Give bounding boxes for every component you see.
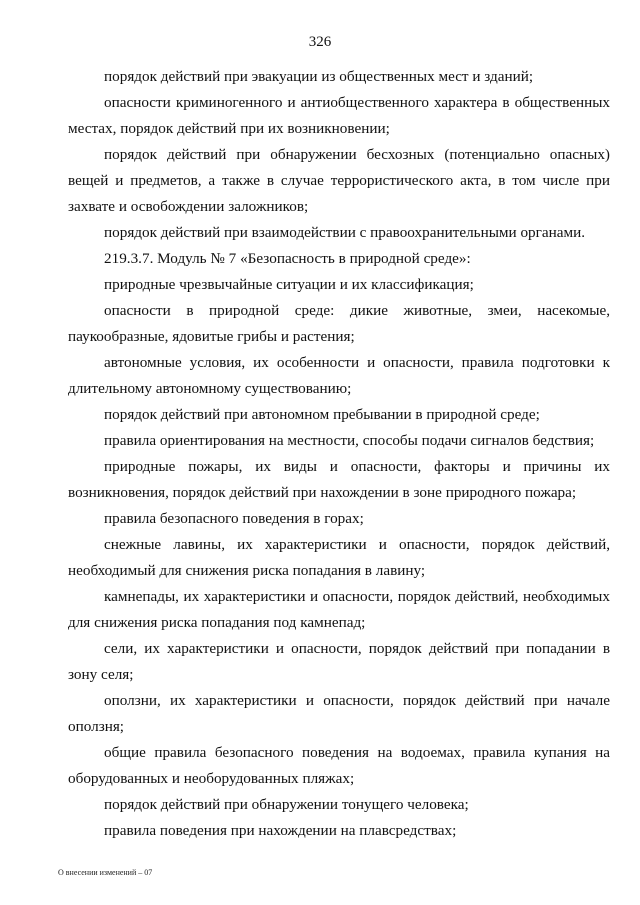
paragraph: автономные условия, их особенности и опасности, правила подготовки к длительному автономному существованию; — [68, 354, 610, 397]
body-text — [68, 64, 610, 844]
paragraph: природные пожары, их виды и опасности, факторы и причины их возникновения, порядок действий при нахождении в зоне природного пожара; — [68, 458, 610, 501]
paragraph: сели, их характеристики и опасности, порядок действий при попадании в зону селя; — [68, 640, 610, 683]
paragraph: правила ориентирования на местности, способы подачи сигналов бедствия; — [104, 432, 595, 449]
paragraph: порядок действий при взаимодействии с правоохранительными органами. — [104, 224, 586, 241]
page-number: 326 — [308, 34, 332, 50]
footer-note: О внесении изменений – 07 — [58, 868, 153, 877]
paragraph: опасности криминогенного и антиобщественного характера в общественных местах, порядок действий при их возникновении; — [68, 94, 610, 137]
paragraph: порядок действий при обнаружении бесхозных (потенциально опасных) вещей и предметов, а также в случае террористического акта, в том числе при захвате и освобождении заложников; — [68, 146, 610, 215]
paragraph: порядок действий при эвакуации из общественных мест и зданий; — [104, 68, 534, 85]
paragraph: оползни, их характеристики и опасности, порядок действий при начале оползня; — [68, 692, 610, 735]
paragraph: порядок действий при обнаружении тонущего человека; — [104, 796, 469, 813]
paragraph: правила безопасного поведения в горах; — [104, 510, 364, 527]
paragraph: снежные лавины, их характеристики и опасности, порядок действий, необходимый для снижения риска попадания в лавину; — [68, 536, 610, 579]
paragraph: правила поведения при нахождении на плавсредствах; — [104, 822, 457, 839]
paragraph: природные чрезвычайные ситуации и их классификация; — [104, 276, 474, 293]
section-heading: 219.3.7. Модуль № 7 «Безопасность в природной среде»: — [104, 250, 471, 267]
paragraph: камнепады, их характеристики и опасности, порядок действий, необходимых для снижения риска попадания под камнепад; — [68, 588, 610, 631]
paragraph: опасности в природной среде: дикие животные, змеи, насекомые, паукообразные, ядовитые грибы и растения; — [68, 302, 610, 345]
paragraph: порядок действий при автономном пребывании в природной среде; — [104, 406, 540, 423]
paragraph: общие правила безопасного поведения на водоемах, правила купания на оборудованных и необорудованных пляжах; — [68, 744, 610, 787]
